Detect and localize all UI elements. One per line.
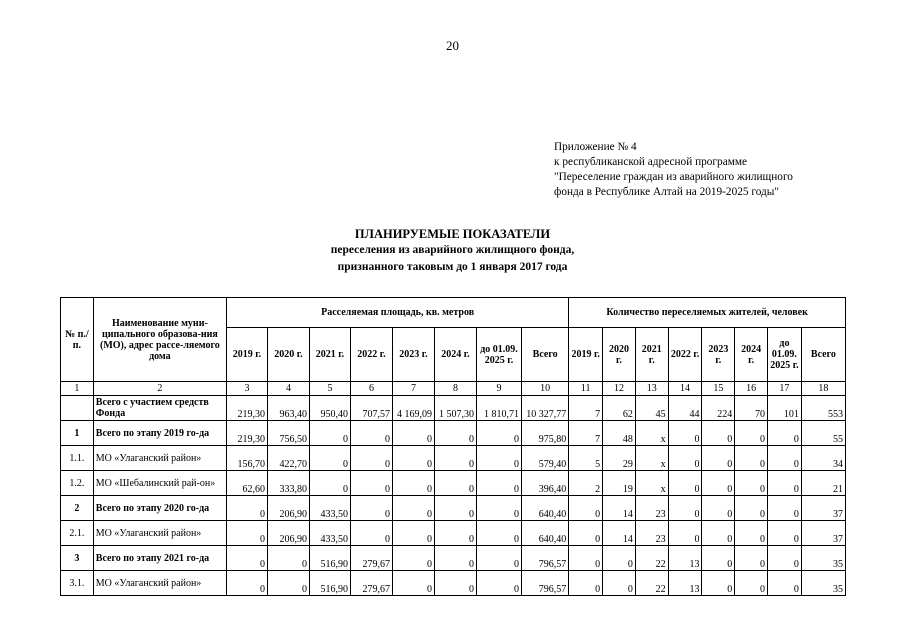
value-cell: 2	[569, 471, 603, 496]
column-index-row	[61, 382, 846, 396]
value-cell: 422,70	[267, 446, 309, 471]
column-index-cell: 17	[768, 382, 802, 396]
value-cell: 37	[801, 496, 845, 521]
value-cell: 0	[226, 521, 267, 546]
value-cell: 0	[702, 421, 735, 446]
value-cell: 35	[801, 571, 845, 596]
value-cell: 19	[603, 471, 636, 496]
column-index-cell: 10	[522, 382, 569, 396]
value-cell: 950,40	[309, 396, 350, 421]
people-year-header: 2019 г.	[569, 328, 603, 382]
people-year-header: 2022 г.	[668, 328, 702, 382]
value-cell: 0	[434, 546, 476, 571]
row-name-cell: Всего по этапу 2020 го-да	[93, 496, 226, 521]
document-title	[0, 226, 905, 276]
value-cell: 396,40	[522, 471, 569, 496]
value-cell: 0	[768, 496, 802, 521]
value-cell: 1 810,71	[476, 396, 521, 421]
page-number: 20	[446, 38, 459, 53]
table-row	[61, 421, 846, 446]
value-cell: 0	[768, 546, 802, 571]
value-cell: 0	[392, 521, 434, 546]
table-row	[61, 446, 846, 471]
value-cell: 0	[226, 571, 267, 596]
row-name-cell: МО «Улаганский район»	[93, 571, 226, 596]
group-header-area: Расселяемая площадь, кв. метров	[226, 298, 568, 328]
value-cell: 0	[735, 496, 768, 521]
people-year-header: Всего	[801, 328, 845, 382]
value-cell: 0	[350, 496, 392, 521]
group-header-people: Количество переселяемых жителей, человек	[569, 298, 846, 328]
appendix-line: Приложение № 4	[554, 141, 637, 153]
value-cell: 0	[392, 571, 434, 596]
value-cell: 35	[801, 546, 845, 571]
row-number-cell: 2	[61, 496, 94, 521]
value-cell: 0	[768, 571, 802, 596]
value-cell: 0	[702, 546, 735, 571]
value-cell: 0	[668, 446, 702, 471]
column-index-cell: 14	[668, 382, 702, 396]
value-cell: 0	[476, 471, 521, 496]
people-year-header: до 01.09. 2025 г.	[768, 328, 802, 382]
value-cell: 279,67	[350, 546, 392, 571]
value-cell: 0	[735, 421, 768, 446]
value-cell: 0	[735, 446, 768, 471]
value-cell: 0	[603, 571, 636, 596]
value-cell: 0	[226, 546, 267, 571]
value-cell: 0	[392, 546, 434, 571]
value-cell: 1 507,30	[434, 396, 476, 421]
value-cell: 45	[635, 396, 668, 421]
table-row	[61, 546, 846, 571]
value-cell: 0	[309, 421, 350, 446]
people-year-header: 2024 г.	[735, 328, 768, 382]
value-cell: 0	[668, 496, 702, 521]
value-cell: 0	[434, 521, 476, 546]
column-index-cell: 7	[392, 382, 434, 396]
value-cell: 0	[309, 446, 350, 471]
row-number-cell	[61, 396, 94, 421]
value-cell: 13	[668, 571, 702, 596]
value-cell: 433,50	[309, 496, 350, 521]
value-cell: х	[635, 421, 668, 446]
column-index-cell: 1	[61, 382, 94, 396]
indicators-table	[60, 297, 846, 596]
value-cell: 22	[635, 546, 668, 571]
row-number-cell: 1.2.	[61, 471, 94, 496]
value-cell: 55	[801, 421, 845, 446]
area-year-header: 2022 г.	[350, 328, 392, 382]
value-cell: 0	[476, 446, 521, 471]
value-cell: 640,40	[522, 496, 569, 521]
value-cell: 553	[801, 396, 845, 421]
value-cell: 0	[350, 421, 392, 446]
value-cell: 0	[392, 446, 434, 471]
value-cell: 0	[735, 521, 768, 546]
value-cell: 206,90	[267, 521, 309, 546]
value-cell: 70	[735, 396, 768, 421]
value-cell: 29	[603, 446, 636, 471]
people-year-header: 2020 г.	[603, 328, 636, 382]
value-cell: 0	[476, 496, 521, 521]
value-cell: 0	[476, 421, 521, 446]
value-cell: 0	[434, 571, 476, 596]
value-cell: 0	[768, 521, 802, 546]
value-cell: 0	[476, 546, 521, 571]
area-year-header: 2023 г.	[392, 328, 434, 382]
row-name-cell: МО «Улаганский район»	[93, 446, 226, 471]
table-row	[61, 571, 846, 596]
value-cell: 0	[668, 521, 702, 546]
value-cell: 23	[635, 496, 668, 521]
appendix-line: к республиканской адресной программе	[554, 156, 748, 168]
area-year-header: 2019 г.	[226, 328, 267, 382]
value-cell: 0	[735, 471, 768, 496]
table-row	[61, 496, 846, 521]
value-cell: 23	[635, 521, 668, 546]
column-index-cell: 16	[735, 382, 768, 396]
value-cell: 21	[801, 471, 845, 496]
value-cell: 0	[702, 471, 735, 496]
value-cell: 37	[801, 521, 845, 546]
value-cell: 156,70	[226, 446, 267, 471]
value-cell: 0	[735, 571, 768, 596]
row-name-cell: Всего по этапу 2021 го-да	[93, 546, 226, 571]
appendix-line: фонда в Республике Алтай на 2019-2025 годы"	[554, 186, 779, 198]
value-cell: 333,80	[267, 471, 309, 496]
row-number-cell: 3.1.	[61, 571, 94, 596]
value-cell: 0	[702, 446, 735, 471]
value-cell: 0	[267, 571, 309, 596]
column-index-cell: 15	[702, 382, 735, 396]
column-index-cell: 2	[93, 382, 226, 396]
col-header-name: Наименование муни-ципального образова-ния (МО), адрес рассе-ляемого дома	[93, 298, 226, 382]
value-cell: 0	[392, 421, 434, 446]
value-cell: 7	[569, 396, 603, 421]
value-cell: 279,67	[350, 571, 392, 596]
value-cell: 963,40	[267, 396, 309, 421]
value-cell: 0	[668, 421, 702, 446]
value-cell: 0	[434, 446, 476, 471]
value-cell: 0	[434, 496, 476, 521]
value-cell: 0	[569, 521, 603, 546]
title-line-3: признанного таковым до 1 января 2017 года	[337, 261, 568, 273]
value-cell: 0	[309, 471, 350, 496]
column-index-cell: 12	[603, 382, 636, 396]
value-cell: 0	[350, 446, 392, 471]
title-line-2: переселения из аварийного жилищного фонда,	[330, 244, 575, 256]
row-name-cell: МО «Улаганский район»	[93, 521, 226, 546]
value-cell: 0	[702, 521, 735, 546]
value-cell: 433,50	[309, 521, 350, 546]
column-index-cell: 11	[569, 382, 603, 396]
value-cell: 7	[569, 421, 603, 446]
row-number-cell: 2.1.	[61, 521, 94, 546]
value-cell: 22	[635, 571, 668, 596]
value-cell: 62,60	[226, 471, 267, 496]
value-cell: 44	[668, 396, 702, 421]
column-index-cell: 18	[801, 382, 845, 396]
value-cell: 219,30	[226, 421, 267, 446]
value-cell: 13	[668, 546, 702, 571]
value-cell: 34	[801, 446, 845, 471]
row-number-cell: 1.1.	[61, 446, 94, 471]
col-header-no: № п./п.	[61, 298, 94, 382]
row-number-cell: 1	[61, 421, 94, 446]
value-cell: 516,90	[309, 571, 350, 596]
value-cell: 0	[476, 571, 521, 596]
column-index-cell: 9	[476, 382, 521, 396]
row-name-cell: Всего по этапу 2019 го-да	[93, 421, 226, 446]
value-cell: 14	[603, 496, 636, 521]
people-year-header: 2021 г.	[635, 328, 668, 382]
column-index-cell: 3	[226, 382, 267, 396]
value-cell: 640,40	[522, 521, 569, 546]
value-cell: 796,57	[522, 571, 569, 596]
value-cell: 4 169,09	[392, 396, 434, 421]
row-name-cell: Всего с участием средств Фонда	[93, 396, 226, 421]
value-cell: 10 327,77	[522, 396, 569, 421]
value-cell: 707,57	[350, 396, 392, 421]
table-row	[61, 396, 846, 421]
value-cell: 796,57	[522, 546, 569, 571]
value-cell: 756,50	[267, 421, 309, 446]
row-name-cell: МО «Шебалинский рай-он»	[93, 471, 226, 496]
value-cell: 0	[350, 521, 392, 546]
value-cell: 0	[350, 471, 392, 496]
people-year-header: 2023 г.	[702, 328, 735, 382]
value-cell: 0	[392, 471, 434, 496]
column-index-cell: 5	[309, 382, 350, 396]
value-cell: 0	[569, 496, 603, 521]
value-cell: 0	[569, 546, 603, 571]
value-cell: 0	[603, 546, 636, 571]
value-cell: х	[635, 471, 668, 496]
appendix-line: "Переселение граждан из аварийного жилищного	[554, 171, 793, 183]
value-cell: 0	[768, 471, 802, 496]
value-cell: 224	[702, 396, 735, 421]
value-cell: 62	[603, 396, 636, 421]
area-year-header: 2020 г.	[267, 328, 309, 382]
value-cell: 0	[434, 471, 476, 496]
value-cell: 14	[603, 521, 636, 546]
column-index-cell: 6	[350, 382, 392, 396]
table-row	[61, 521, 846, 546]
value-cell: 5	[569, 446, 603, 471]
area-year-header: Всего	[522, 328, 569, 382]
value-cell: 0	[702, 571, 735, 596]
table-row	[61, 471, 846, 496]
value-cell: 0	[569, 571, 603, 596]
value-cell: 206,90	[267, 496, 309, 521]
value-cell: х	[635, 446, 668, 471]
value-cell: 516,90	[309, 546, 350, 571]
title-line-1: ПЛАНИРУЕМЫЕ ПОКАЗАТЕЛИ	[354, 227, 551, 241]
column-index-cell: 4	[267, 382, 309, 396]
row-number-cell: 3	[61, 546, 94, 571]
value-cell: 48	[603, 421, 636, 446]
value-cell: 0	[768, 446, 802, 471]
value-cell: 0	[702, 496, 735, 521]
column-index-cell: 8	[434, 382, 476, 396]
value-cell: 0	[392, 496, 434, 521]
area-year-header: 2024 г.	[434, 328, 476, 382]
value-cell: 0	[267, 546, 309, 571]
value-cell: 0	[434, 421, 476, 446]
area-year-header: до 01.09. 2025 г.	[476, 328, 521, 382]
value-cell: 0	[768, 421, 802, 446]
appendix-block	[554, 140, 874, 200]
value-cell: 0	[735, 546, 768, 571]
value-cell: 101	[768, 396, 802, 421]
value-cell: 0	[226, 496, 267, 521]
value-cell: 219,30	[226, 396, 267, 421]
value-cell: 579,40	[522, 446, 569, 471]
column-index-cell: 13	[635, 382, 668, 396]
value-cell: 0	[476, 521, 521, 546]
value-cell: 975,80	[522, 421, 569, 446]
value-cell: 0	[668, 471, 702, 496]
area-year-header: 2021 г.	[309, 328, 350, 382]
